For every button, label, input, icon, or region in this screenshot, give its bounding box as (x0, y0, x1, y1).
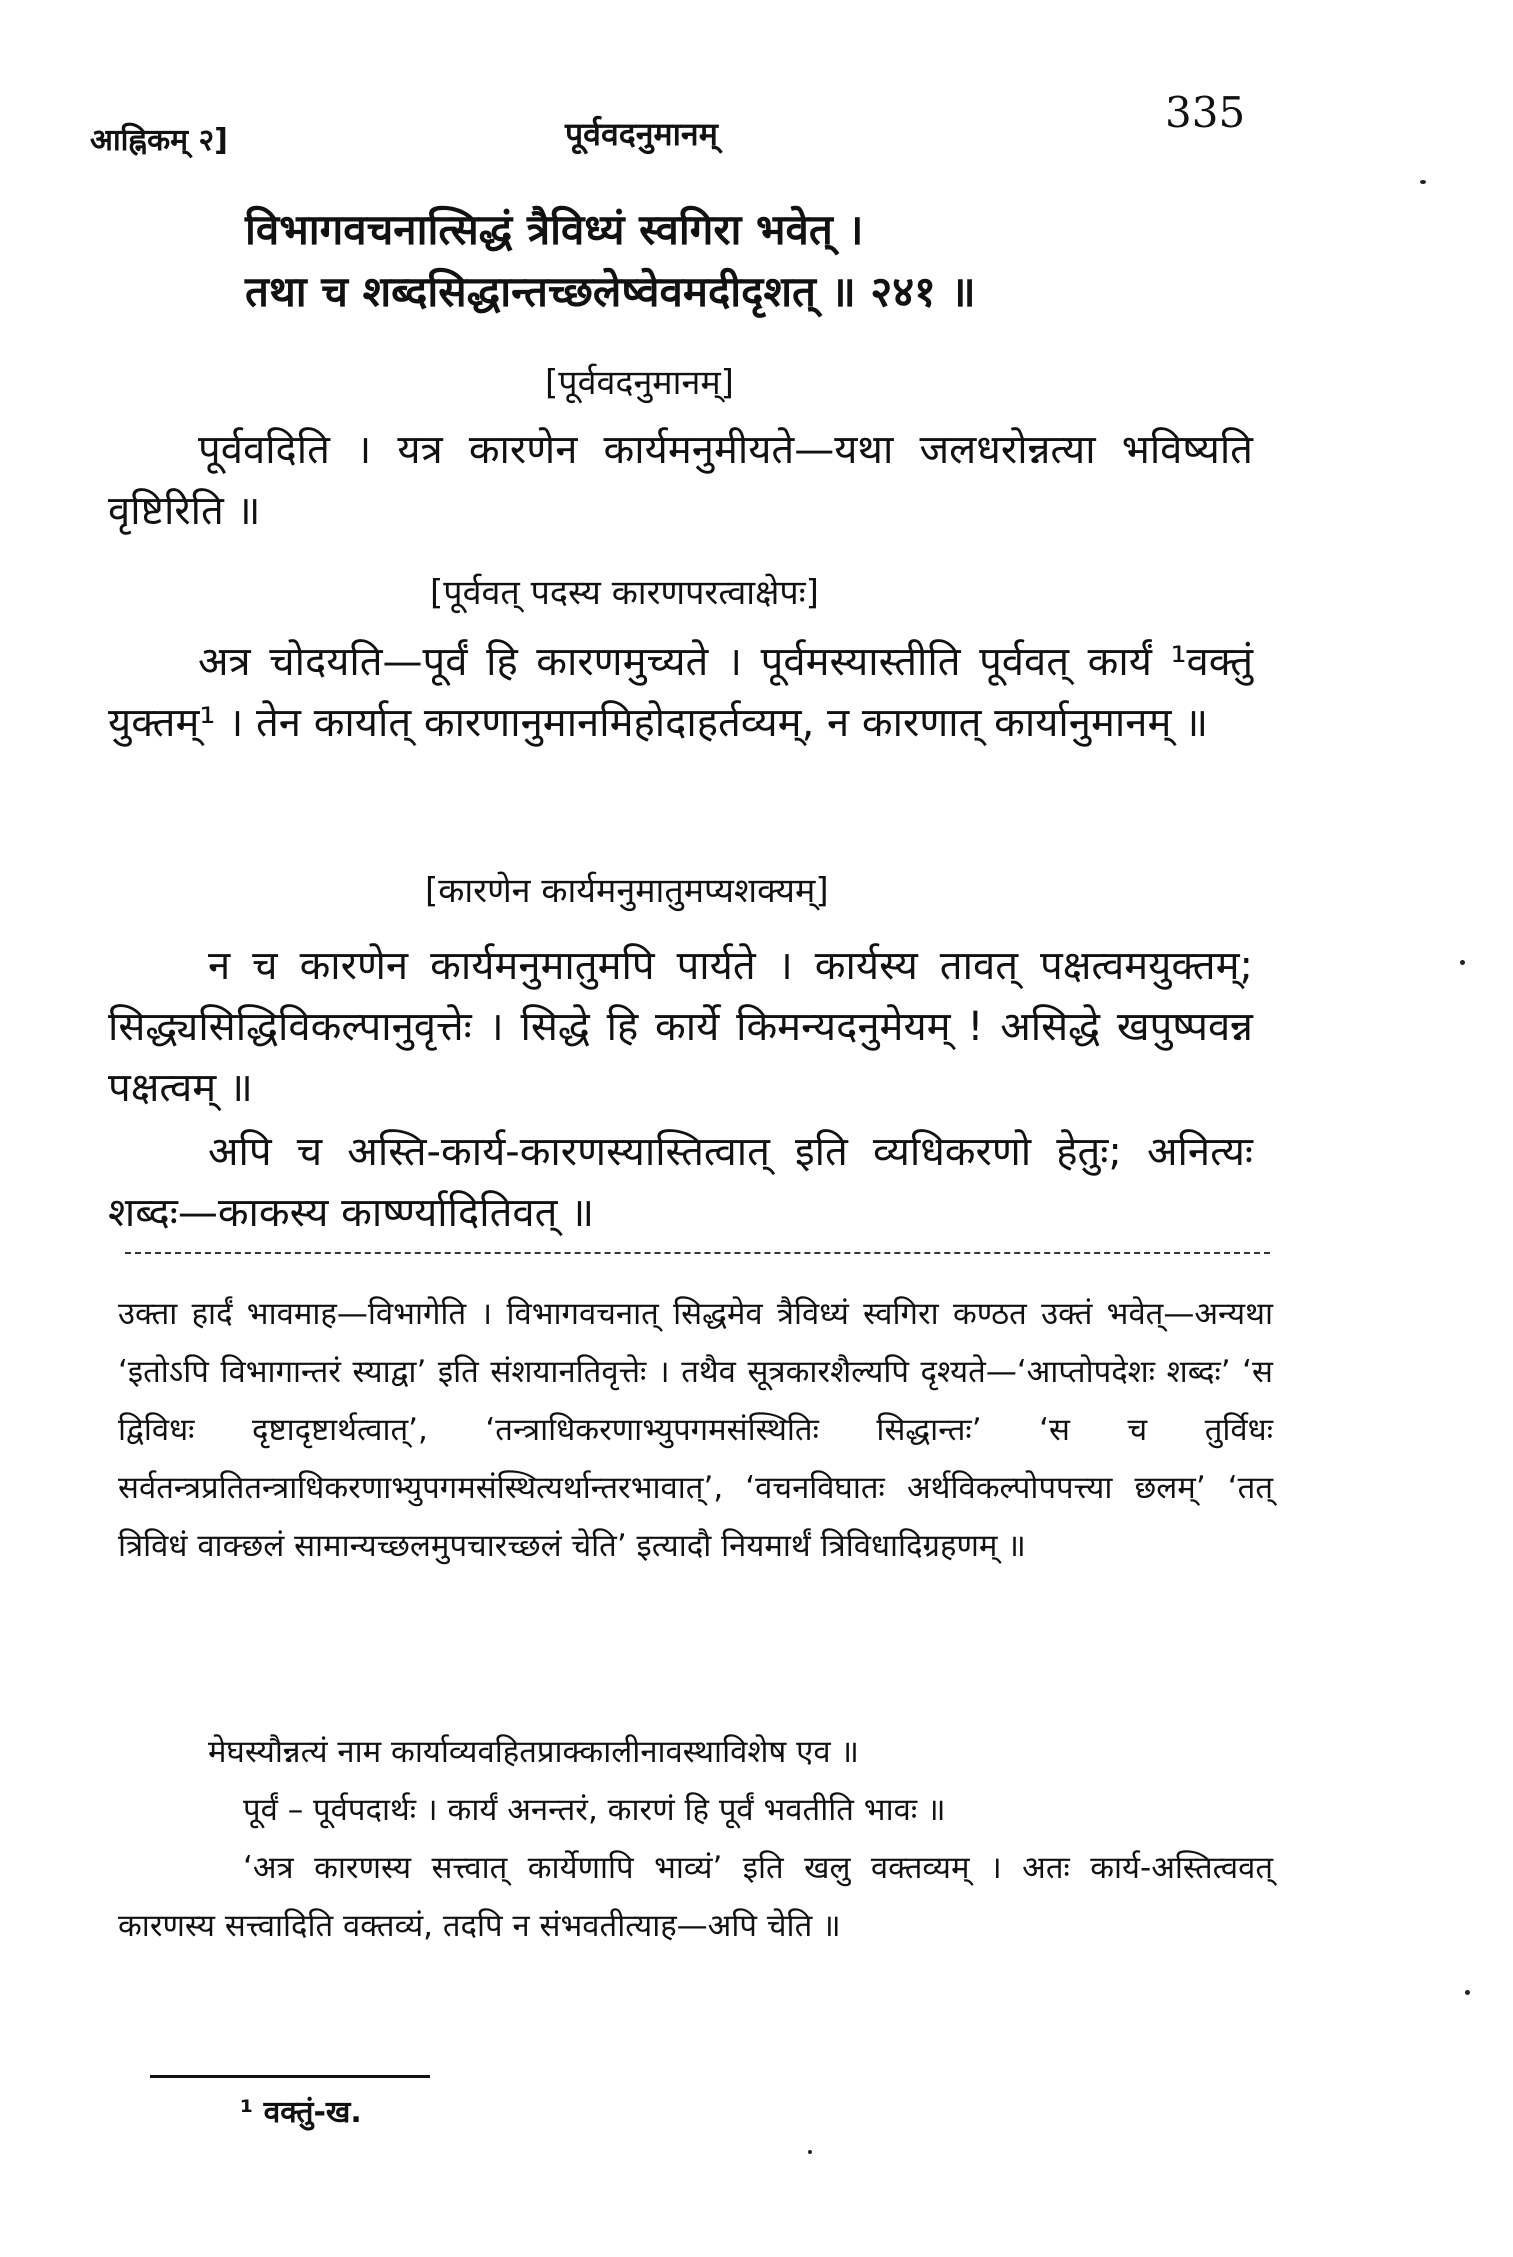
commentary-paragraph: ‘अत्र कारणस्य सत्त्वात् कार्येणापि भाव्यं’ इति खलु वक्तव्यम् । अतः कार्य-अस्तित्ववत् कारणस्य सत्त्वादिति वक्तव्यं, तदपि न संभवतीत्याह—अपि चेति ॥ (118, 1850, 1273, 1944)
footnote-divider (150, 2075, 430, 2078)
section-heading: [पूर्ववदनुमानम्] (545, 363, 734, 403)
main-paragraph: अपि च अस्ति-कार्य-कारणस्यास्तित्वात् इति व्यधिकरणो हेतुः; अनित्यः शब्दः—काकस्य कार्ष्ण्यादितिवत् ॥ (108, 1129, 1253, 1236)
footnote: ¹ वक्तुं-ख. (240, 2095, 362, 2130)
section-heading: [कारणेन कार्यमनुमातुमप्यशक्यम्] (425, 871, 829, 911)
scan-speck (1420, 180, 1426, 184)
commentary-divider (125, 1252, 1270, 1254)
commentary-paragraph: मेघस्यौन्नत्यं नाम कार्याव्यवहितप्राक्कालीनावस्थाविशेष एव ॥ (208, 1734, 859, 1770)
scan-speck (808, 2150, 812, 2154)
commentary-paragraph: उक्ता हार्दं भावमाह—विभागेति । विभागवचनात् सिद्धमेव त्रैविध्यं स्वगिरा कण्ठत उक्तं भवेत्—अन्यथा ‘इतोऽपि विभागान्तरं स्याद्वा’ इति संशयानतिवृत्तेः । तथैव सूत्रकारशैल्यपि दृश्यते—‘आप्तोपदेशः शब्दः’ ‘स द्विविधः दृष्टादृष्टार्थत्वात्’, ‘तन्त्राधिकरणाभ्युपगमसंस्थितिः सिद्धान्तः’ ‘स च तुर्विधः सर्वतन्त्रप्रतितन्त्राधिकरणाभ्युपगमसंस्थित्यर्थान्तरभावात्’, ‘वचनविघातः अर्थविकल्पोपपत्त्या छलम्’ ‘तत् त्रिविधं वाक्छलं सामान्यच्छलमुपचारच्छलं चेति’ इत्यादौ नियमार्थं त्रिविधादिग्रहणम् ॥ (118, 1296, 1273, 1564)
verse-line-1: विभागवचनात्सिद्धं त्रैविध्यं स्वगिरा भवेत् । (245, 205, 864, 254)
main-paragraph: न च कारणेन कार्यमनुमातुमपि पार्यते । कार्यस्य तावत् पक्षत्वमयुक्तम्; सिद्ध्यसिद्धिविकल्पानुवृत्तेः । सिद्धे हि कार्ये किमन्यदनुमेयम् ! असिद्धे खपुष्पवन्न पक्षत्वम् ॥ (108, 943, 1253, 1111)
scan-speck (1465, 1990, 1470, 1995)
section-heading: [पूर्ववत् पदस्य कारणपरत्वाक्षेपः] (430, 573, 819, 613)
running-header-title: पूर्ववदनुमानम् (565, 115, 718, 153)
commentary-paragraph: पूर्वं – पूर्वपदार्थः । कार्यं अनन्तरं, कारणं हि पूर्वं भवतीति भावः ॥ (243, 1792, 946, 1828)
verse-line-2: तथा च शब्दसिद्धान्तच्छलेष्वेवमदीदृशत् ॥ २४१ ॥ (245, 267, 976, 316)
page-number: 335 (1165, 88, 1246, 137)
main-paragraph: पूर्ववदिति । यत्र कारणेन कार्यमनुमीयते—यथा जलधरोन्नत्या भविष्यति वृष्टिरिति ॥ (108, 427, 1253, 534)
scan-speck (1460, 960, 1465, 965)
main-paragraph: अत्र चोदयति—पूर्वं हि कारणमुच्यते । पूर्वमस्यास्तीति पूर्ववत् कार्यं ¹वक्तुं युक्तम्¹ । तेन कार्यात् कारणानुमानमिहोदाहर्तव्यम्, न कारणात् कार्यानुमानम् ॥ (108, 639, 1253, 746)
running-header-chapter: आह्निकम् २] (90, 123, 228, 158)
